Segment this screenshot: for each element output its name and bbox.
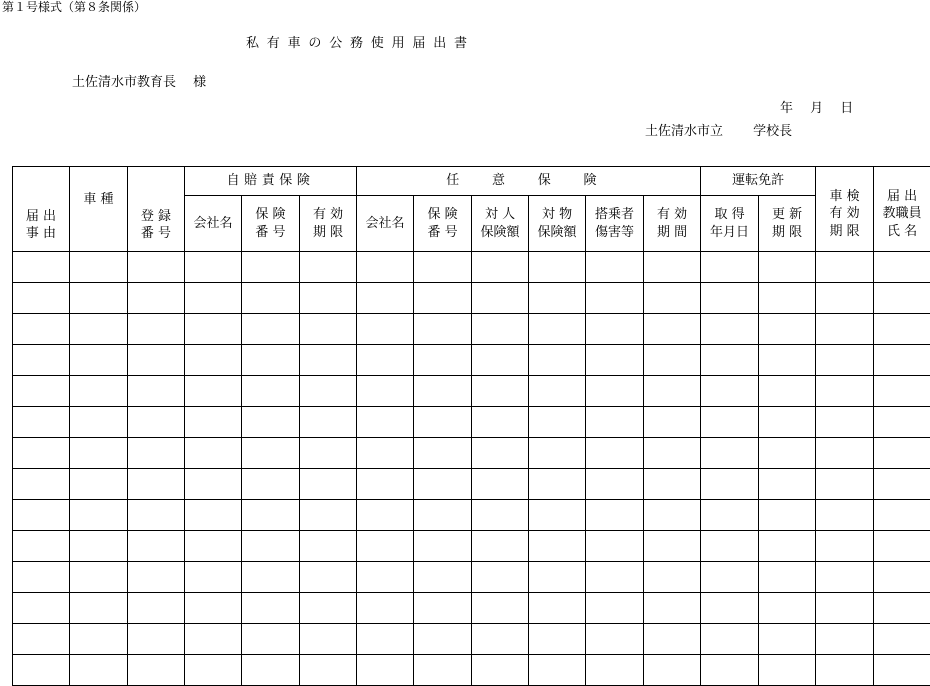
table-cell[interactable] bbox=[701, 376, 759, 407]
table-cell[interactable] bbox=[472, 283, 529, 314]
table-cell[interactable] bbox=[701, 500, 759, 531]
table-cell[interactable] bbox=[644, 469, 701, 500]
table-cell[interactable] bbox=[185, 252, 242, 283]
table-cell[interactable] bbox=[701, 469, 759, 500]
table-cell[interactable] bbox=[13, 438, 70, 469]
table-cell[interactable] bbox=[300, 593, 357, 624]
table-cell[interactable] bbox=[472, 438, 529, 469]
table-cell[interactable] bbox=[242, 469, 300, 500]
table-cell[interactable] bbox=[128, 531, 185, 562]
addressee: 土佐清水市教育長 様 bbox=[72, 75, 207, 90]
header-jibaiseki-number: 保 険 番 号 bbox=[242, 196, 300, 252]
header-nini-taijin: 対 人 保険額 bbox=[472, 196, 529, 252]
table-cell[interactable] bbox=[185, 593, 242, 624]
table-cell[interactable] bbox=[586, 655, 644, 686]
table-cell[interactable] bbox=[300, 500, 357, 531]
table-cell[interactable] bbox=[472, 469, 529, 500]
table-cell[interactable] bbox=[70, 500, 128, 531]
table-cell[interactable] bbox=[13, 252, 70, 283]
table-cell[interactable] bbox=[644, 376, 701, 407]
table-cell[interactable] bbox=[357, 376, 414, 407]
table-cell[interactable] bbox=[414, 655, 472, 686]
group-jibaiseki-hoken: 自賠責保険 bbox=[185, 167, 357, 196]
table-cell[interactable] bbox=[874, 469, 930, 500]
table-cell[interactable] bbox=[529, 500, 586, 531]
table-cell[interactable] bbox=[472, 314, 529, 345]
table-cell[interactable] bbox=[701, 314, 759, 345]
table-cell[interactable] bbox=[357, 593, 414, 624]
table-row bbox=[13, 593, 930, 624]
table-cell[interactable] bbox=[357, 655, 414, 686]
table-cell[interactable] bbox=[70, 624, 128, 655]
document-title: 私有車の公務使用届出書 bbox=[246, 36, 475, 51]
table-cell[interactable] bbox=[874, 593, 930, 624]
table-cell[interactable] bbox=[242, 376, 300, 407]
table-cell[interactable] bbox=[874, 531, 930, 562]
table-cell[interactable] bbox=[300, 376, 357, 407]
table-cell[interactable] bbox=[644, 283, 701, 314]
table-cell[interactable] bbox=[644, 314, 701, 345]
header-nini-tojosha: 搭乗者 傷害等 bbox=[586, 196, 644, 252]
table-cell[interactable] bbox=[70, 562, 128, 593]
table-cell[interactable] bbox=[759, 562, 816, 593]
table-cell[interactable] bbox=[414, 469, 472, 500]
table-cell[interactable] bbox=[300, 624, 357, 655]
table-cell[interactable] bbox=[644, 593, 701, 624]
table-cell[interactable] bbox=[357, 314, 414, 345]
table-cell[interactable] bbox=[529, 438, 586, 469]
table-cell[interactable] bbox=[185, 314, 242, 345]
table-cell[interactable] bbox=[874, 624, 930, 655]
table-cell[interactable] bbox=[759, 438, 816, 469]
table-cell[interactable] bbox=[357, 407, 414, 438]
table-cell[interactable] bbox=[128, 624, 185, 655]
header-toroku-bango: 登 録 番 号 bbox=[128, 167, 185, 252]
table-cell[interactable] bbox=[185, 655, 242, 686]
header-nini-taibutsu: 対 物 保険額 bbox=[529, 196, 586, 252]
table-cell[interactable] bbox=[644, 407, 701, 438]
table-cell[interactable] bbox=[874, 407, 930, 438]
header-nini-company: 会社名 bbox=[357, 196, 414, 252]
table-cell[interactable] bbox=[242, 407, 300, 438]
table-cell[interactable] bbox=[128, 469, 185, 500]
table-cell[interactable] bbox=[13, 531, 70, 562]
table-cell[interactable] bbox=[644, 624, 701, 655]
table-cell[interactable] bbox=[644, 500, 701, 531]
table-row bbox=[13, 500, 930, 531]
table-cell[interactable] bbox=[874, 345, 930, 376]
table-cell[interactable] bbox=[13, 407, 70, 438]
table-cell[interactable] bbox=[759, 376, 816, 407]
table-cell[interactable] bbox=[759, 593, 816, 624]
table-cell[interactable] bbox=[816, 531, 874, 562]
table-cell[interactable] bbox=[644, 531, 701, 562]
table-row bbox=[13, 376, 930, 407]
table-cell[interactable] bbox=[357, 624, 414, 655]
table-row bbox=[13, 283, 930, 314]
table-cell[interactable] bbox=[357, 500, 414, 531]
table-cell[interactable] bbox=[759, 624, 816, 655]
table-cell[interactable] bbox=[701, 531, 759, 562]
table-cell[interactable] bbox=[701, 252, 759, 283]
table-cell[interactable] bbox=[357, 283, 414, 314]
header-license-acquired: 取 得 年月日 bbox=[701, 196, 759, 252]
table-cell[interactable] bbox=[529, 252, 586, 283]
table-cell[interactable] bbox=[13, 314, 70, 345]
table-cell[interactable] bbox=[185, 283, 242, 314]
table-cell[interactable] bbox=[185, 500, 242, 531]
table-cell[interactable] bbox=[242, 531, 300, 562]
table-cell[interactable] bbox=[701, 655, 759, 686]
table-cell[interactable] bbox=[586, 345, 644, 376]
table-cell[interactable] bbox=[242, 252, 300, 283]
table-cell[interactable] bbox=[300, 283, 357, 314]
table-cell[interactable] bbox=[128, 562, 185, 593]
table-cell[interactable] bbox=[529, 593, 586, 624]
table-cell[interactable] bbox=[472, 345, 529, 376]
table-cell[interactable] bbox=[644, 562, 701, 593]
table-cell[interactable] bbox=[701, 283, 759, 314]
table-cell[interactable] bbox=[586, 562, 644, 593]
table-cell[interactable] bbox=[874, 252, 930, 283]
table-cell[interactable] bbox=[586, 624, 644, 655]
table-cell[interactable] bbox=[586, 283, 644, 314]
table-cell[interactable] bbox=[816, 593, 874, 624]
group-nini-hoken: 任 意 保 険 bbox=[357, 167, 701, 196]
table-cell[interactable] bbox=[586, 407, 644, 438]
table-row bbox=[13, 562, 930, 593]
table-cell[interactable] bbox=[242, 438, 300, 469]
table-cell[interactable] bbox=[874, 283, 930, 314]
table-cell[interactable] bbox=[816, 500, 874, 531]
table-cell[interactable] bbox=[874, 314, 930, 345]
table-cell[interactable] bbox=[70, 314, 128, 345]
table-cell[interactable] bbox=[300, 655, 357, 686]
table-row bbox=[13, 655, 930, 686]
table-cell[interactable] bbox=[816, 407, 874, 438]
table-cell[interactable] bbox=[529, 345, 586, 376]
table-cell[interactable] bbox=[414, 252, 472, 283]
table-cell[interactable] bbox=[414, 624, 472, 655]
header-todoke-jiyu: 届 出 事 由 bbox=[13, 167, 70, 252]
table-row bbox=[13, 407, 930, 438]
table-cell[interactable] bbox=[586, 500, 644, 531]
table-cell[interactable] bbox=[128, 438, 185, 469]
table-cell[interactable] bbox=[816, 469, 874, 500]
table-cell[interactable] bbox=[185, 438, 242, 469]
table-cell[interactable] bbox=[816, 438, 874, 469]
table-cell[interactable] bbox=[816, 376, 874, 407]
table-cell[interactable] bbox=[70, 252, 128, 283]
table-row bbox=[13, 345, 930, 376]
table-row bbox=[13, 314, 930, 345]
table-cell[interactable] bbox=[472, 624, 529, 655]
header-jibaiseki-company: 会社名 bbox=[185, 196, 242, 252]
table-cell[interactable] bbox=[70, 593, 128, 624]
table-cell[interactable] bbox=[13, 376, 70, 407]
table-cell[interactable] bbox=[644, 345, 701, 376]
school-principal-line: 土佐清水市立 学校長 bbox=[645, 124, 793, 139]
table-cell[interactable] bbox=[529, 314, 586, 345]
table-cell[interactable] bbox=[414, 283, 472, 314]
table-cell[interactable] bbox=[128, 345, 185, 376]
table-cell[interactable] bbox=[414, 500, 472, 531]
table-cell[interactable] bbox=[300, 407, 357, 438]
table-cell[interactable] bbox=[759, 345, 816, 376]
table-cell[interactable] bbox=[586, 252, 644, 283]
table-row bbox=[13, 624, 930, 655]
table-cell[interactable] bbox=[414, 314, 472, 345]
table-cell[interactable] bbox=[357, 438, 414, 469]
table-cell[interactable] bbox=[242, 655, 300, 686]
table-cell[interactable] bbox=[816, 252, 874, 283]
table-cell[interactable] bbox=[242, 314, 300, 345]
table-cell[interactable] bbox=[701, 624, 759, 655]
table-cell[interactable] bbox=[874, 376, 930, 407]
table-cell[interactable] bbox=[128, 655, 185, 686]
table-cell[interactable] bbox=[529, 624, 586, 655]
table-cell[interactable] bbox=[13, 655, 70, 686]
table-cell[interactable] bbox=[472, 655, 529, 686]
table-cell[interactable] bbox=[242, 624, 300, 655]
table-cell[interactable] bbox=[644, 252, 701, 283]
table-cell[interactable] bbox=[701, 593, 759, 624]
table-cell[interactable] bbox=[242, 283, 300, 314]
table-cell[interactable] bbox=[414, 407, 472, 438]
header-kyoshokuin-shimei: 届 出 教職員 氏 名 bbox=[874, 167, 930, 252]
table-cell[interactable] bbox=[759, 531, 816, 562]
table-cell[interactable] bbox=[759, 655, 816, 686]
table-cell[interactable] bbox=[357, 562, 414, 593]
table-cell[interactable] bbox=[472, 562, 529, 593]
table-cell[interactable] bbox=[414, 562, 472, 593]
table-cell[interactable] bbox=[529, 531, 586, 562]
table-cell[interactable] bbox=[529, 655, 586, 686]
header-license-renewal: 更 新 期 限 bbox=[759, 196, 816, 252]
table-cell[interactable] bbox=[586, 469, 644, 500]
table-cell[interactable] bbox=[357, 469, 414, 500]
table-cell[interactable] bbox=[70, 283, 128, 314]
table-cell[interactable] bbox=[759, 500, 816, 531]
form-number: 第１号様式（第８条関係） bbox=[2, 0, 147, 14]
table-cell[interactable] bbox=[816, 314, 874, 345]
table-cell[interactable] bbox=[300, 345, 357, 376]
table-cell[interactable] bbox=[300, 314, 357, 345]
table-cell[interactable] bbox=[300, 531, 357, 562]
table-cell[interactable] bbox=[242, 500, 300, 531]
table-cell[interactable] bbox=[586, 376, 644, 407]
table-cell[interactable] bbox=[300, 562, 357, 593]
table-cell[interactable] bbox=[816, 655, 874, 686]
table-cell[interactable] bbox=[185, 376, 242, 407]
table-cell[interactable] bbox=[185, 624, 242, 655]
table-cell[interactable] bbox=[300, 438, 357, 469]
table-cell[interactable] bbox=[13, 562, 70, 593]
table-cell[interactable] bbox=[242, 562, 300, 593]
header-jibaiseki-period: 有 効 期 限 bbox=[300, 196, 357, 252]
table-cell[interactable] bbox=[816, 283, 874, 314]
table-cell[interactable] bbox=[816, 624, 874, 655]
table-cell[interactable] bbox=[70, 376, 128, 407]
table-cell[interactable] bbox=[529, 283, 586, 314]
registration-table bbox=[12, 166, 930, 686]
header-shaken-kigen: 車 検 有 効 期 限 bbox=[816, 167, 874, 252]
table-cell[interactable] bbox=[128, 376, 185, 407]
table-cell[interactable] bbox=[13, 345, 70, 376]
table-row bbox=[13, 531, 930, 562]
table-cell[interactable] bbox=[644, 438, 701, 469]
table-cell[interactable] bbox=[414, 438, 472, 469]
table-cell[interactable] bbox=[816, 345, 874, 376]
table-cell[interactable] bbox=[759, 469, 816, 500]
table-cell[interactable] bbox=[70, 407, 128, 438]
table-cell[interactable] bbox=[759, 314, 816, 345]
table-cell[interactable] bbox=[414, 345, 472, 376]
table-cell[interactable] bbox=[701, 562, 759, 593]
table-cell[interactable] bbox=[13, 469, 70, 500]
table-cell[interactable] bbox=[586, 314, 644, 345]
table-cell[interactable] bbox=[128, 500, 185, 531]
table-cell[interactable] bbox=[529, 407, 586, 438]
table-cell[interactable] bbox=[128, 593, 185, 624]
table-cell[interactable] bbox=[242, 593, 300, 624]
table-cell[interactable] bbox=[300, 252, 357, 283]
table-cell[interactable] bbox=[70, 345, 128, 376]
table-cell[interactable] bbox=[13, 624, 70, 655]
table-cell[interactable] bbox=[529, 376, 586, 407]
table-cell[interactable] bbox=[701, 407, 759, 438]
table-cell[interactable] bbox=[759, 283, 816, 314]
table-cell[interactable] bbox=[472, 593, 529, 624]
table-cell[interactable] bbox=[586, 438, 644, 469]
header-shashu: 車 種 bbox=[70, 167, 128, 252]
table-row bbox=[13, 469, 930, 500]
table-cell[interactable] bbox=[529, 562, 586, 593]
table-cell[interactable] bbox=[472, 376, 529, 407]
table-cell[interactable] bbox=[874, 562, 930, 593]
table-cell[interactable] bbox=[128, 407, 185, 438]
table-cell[interactable] bbox=[357, 252, 414, 283]
table-cell[interactable] bbox=[13, 500, 70, 531]
group-unten-menkyo: 運転免許 bbox=[701, 167, 816, 196]
table-cell[interactable] bbox=[586, 593, 644, 624]
table-cell[interactable] bbox=[300, 469, 357, 500]
table-cell[interactable] bbox=[185, 407, 242, 438]
table-cell[interactable] bbox=[13, 593, 70, 624]
table-cell[interactable] bbox=[759, 252, 816, 283]
date-line: 年 月 日 bbox=[780, 101, 854, 116]
table-row bbox=[13, 252, 930, 283]
table-cell[interactable] bbox=[242, 345, 300, 376]
table-cell[interactable] bbox=[472, 252, 529, 283]
header-nini-number: 保 険 番 号 bbox=[414, 196, 472, 252]
table-cell[interactable] bbox=[586, 531, 644, 562]
table-cell[interactable] bbox=[185, 531, 242, 562]
table-cell[interactable] bbox=[701, 345, 759, 376]
table-cell[interactable] bbox=[759, 407, 816, 438]
table-cell[interactable] bbox=[414, 593, 472, 624]
table-cell[interactable] bbox=[357, 531, 414, 562]
table-row bbox=[13, 438, 930, 469]
table-cell[interactable] bbox=[414, 531, 472, 562]
table-cell[interactable] bbox=[13, 283, 70, 314]
table-cell[interactable] bbox=[874, 438, 930, 469]
table-cell[interactable] bbox=[472, 531, 529, 562]
table-cell[interactable] bbox=[816, 562, 874, 593]
table-cell[interactable] bbox=[414, 376, 472, 407]
table-cell[interactable] bbox=[874, 500, 930, 531]
table-cell[interactable] bbox=[529, 469, 586, 500]
table-cell[interactable] bbox=[701, 438, 759, 469]
table-cell[interactable] bbox=[874, 655, 930, 686]
table-cell[interactable] bbox=[472, 500, 529, 531]
table-cell[interactable] bbox=[185, 562, 242, 593]
table-cell[interactable] bbox=[644, 655, 701, 686]
table-cell[interactable] bbox=[70, 438, 128, 469]
table-cell[interactable] bbox=[128, 314, 185, 345]
header-nini-period: 有 効 期 間 bbox=[644, 196, 701, 252]
table-cell[interactable] bbox=[185, 345, 242, 376]
table-cell[interactable] bbox=[472, 407, 529, 438]
table-cell[interactable] bbox=[128, 252, 185, 283]
table-cell[interactable] bbox=[357, 345, 414, 376]
table-cell[interactable] bbox=[70, 469, 128, 500]
table-cell[interactable] bbox=[128, 283, 185, 314]
table-cell[interactable] bbox=[70, 655, 128, 686]
table-cell[interactable] bbox=[70, 531, 128, 562]
table-cell[interactable] bbox=[185, 469, 242, 500]
